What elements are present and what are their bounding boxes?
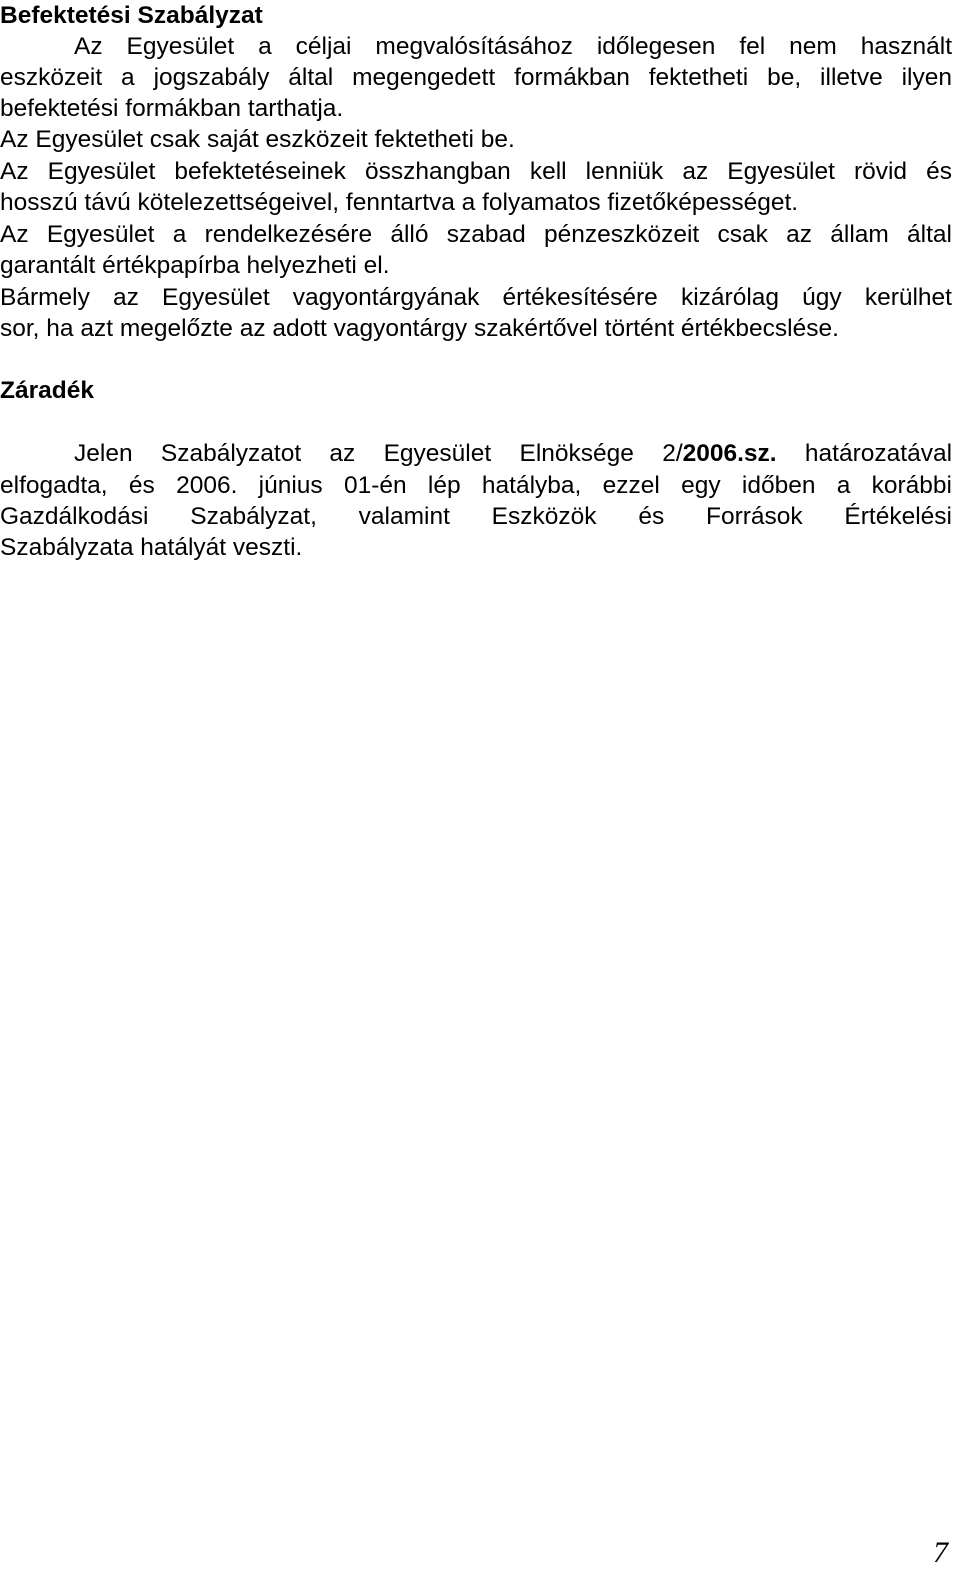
resolution-number-a: 2/: [662, 440, 683, 467]
resolution-number-b: 2006.sz.: [682, 440, 777, 467]
paragraph-line: hosszú távú kötelezettségeivel, fenntartva a folyamatos fizetőképességet.: [0, 189, 799, 216]
paragraph-line: Az Egyesület befektetéseinek összhangban kell lenniük az Egyesület rövid és: [0, 158, 952, 185]
clause-line: [74, 438, 952, 469]
page-number: 7: [933, 1536, 948, 1569]
section-heading-clause: Záradék: [0, 377, 94, 404]
paragraph-line: sor, ha azt megelőzte az adott vagyontárgy szakértővel történt értékbecslése.: [0, 315, 839, 342]
clause-line: Gazdálkodási Szabályzat, valamint Eszközök és Források Értékelési: [0, 503, 952, 530]
clause-text: Jelen Szabályzatot az Egyesület Elnöksége: [74, 440, 663, 467]
paragraph-line: Az Egyesület csak saját eszközeit fektetheti be.: [0, 126, 515, 153]
clause-text: határozatával: [776, 440, 953, 467]
paragraph-line: befektetési formákban tarthatja.: [0, 95, 344, 122]
paragraph-line: Bármely az Egyesület vagyontárgyának értékesítésére kizárólag úgy kerülhet: [0, 284, 952, 311]
paragraph-line: Az Egyesület a céljai megvalósításához időlegesen fel nem használt: [74, 33, 952, 60]
paragraph-line: Az Egyesület a rendelkezésére álló szabad pénzeszközeit csak az állam által: [0, 221, 952, 248]
section-heading-investment: Befektetési Szabályzat: [0, 2, 263, 29]
paragraph-line: garantált értékpapírba helyezheti el.: [0, 252, 390, 279]
paragraph-line: eszközeit a jogszabály által megengedett formákban fektetheti be, illetve ilyen: [0, 64, 952, 91]
clause-line: elfogadta, és 2006. június 01-én lép hatályba, ezzel egy időben a korábbi: [0, 472, 952, 499]
clause-line: Szabályzata hatályát veszti.: [0, 534, 303, 561]
